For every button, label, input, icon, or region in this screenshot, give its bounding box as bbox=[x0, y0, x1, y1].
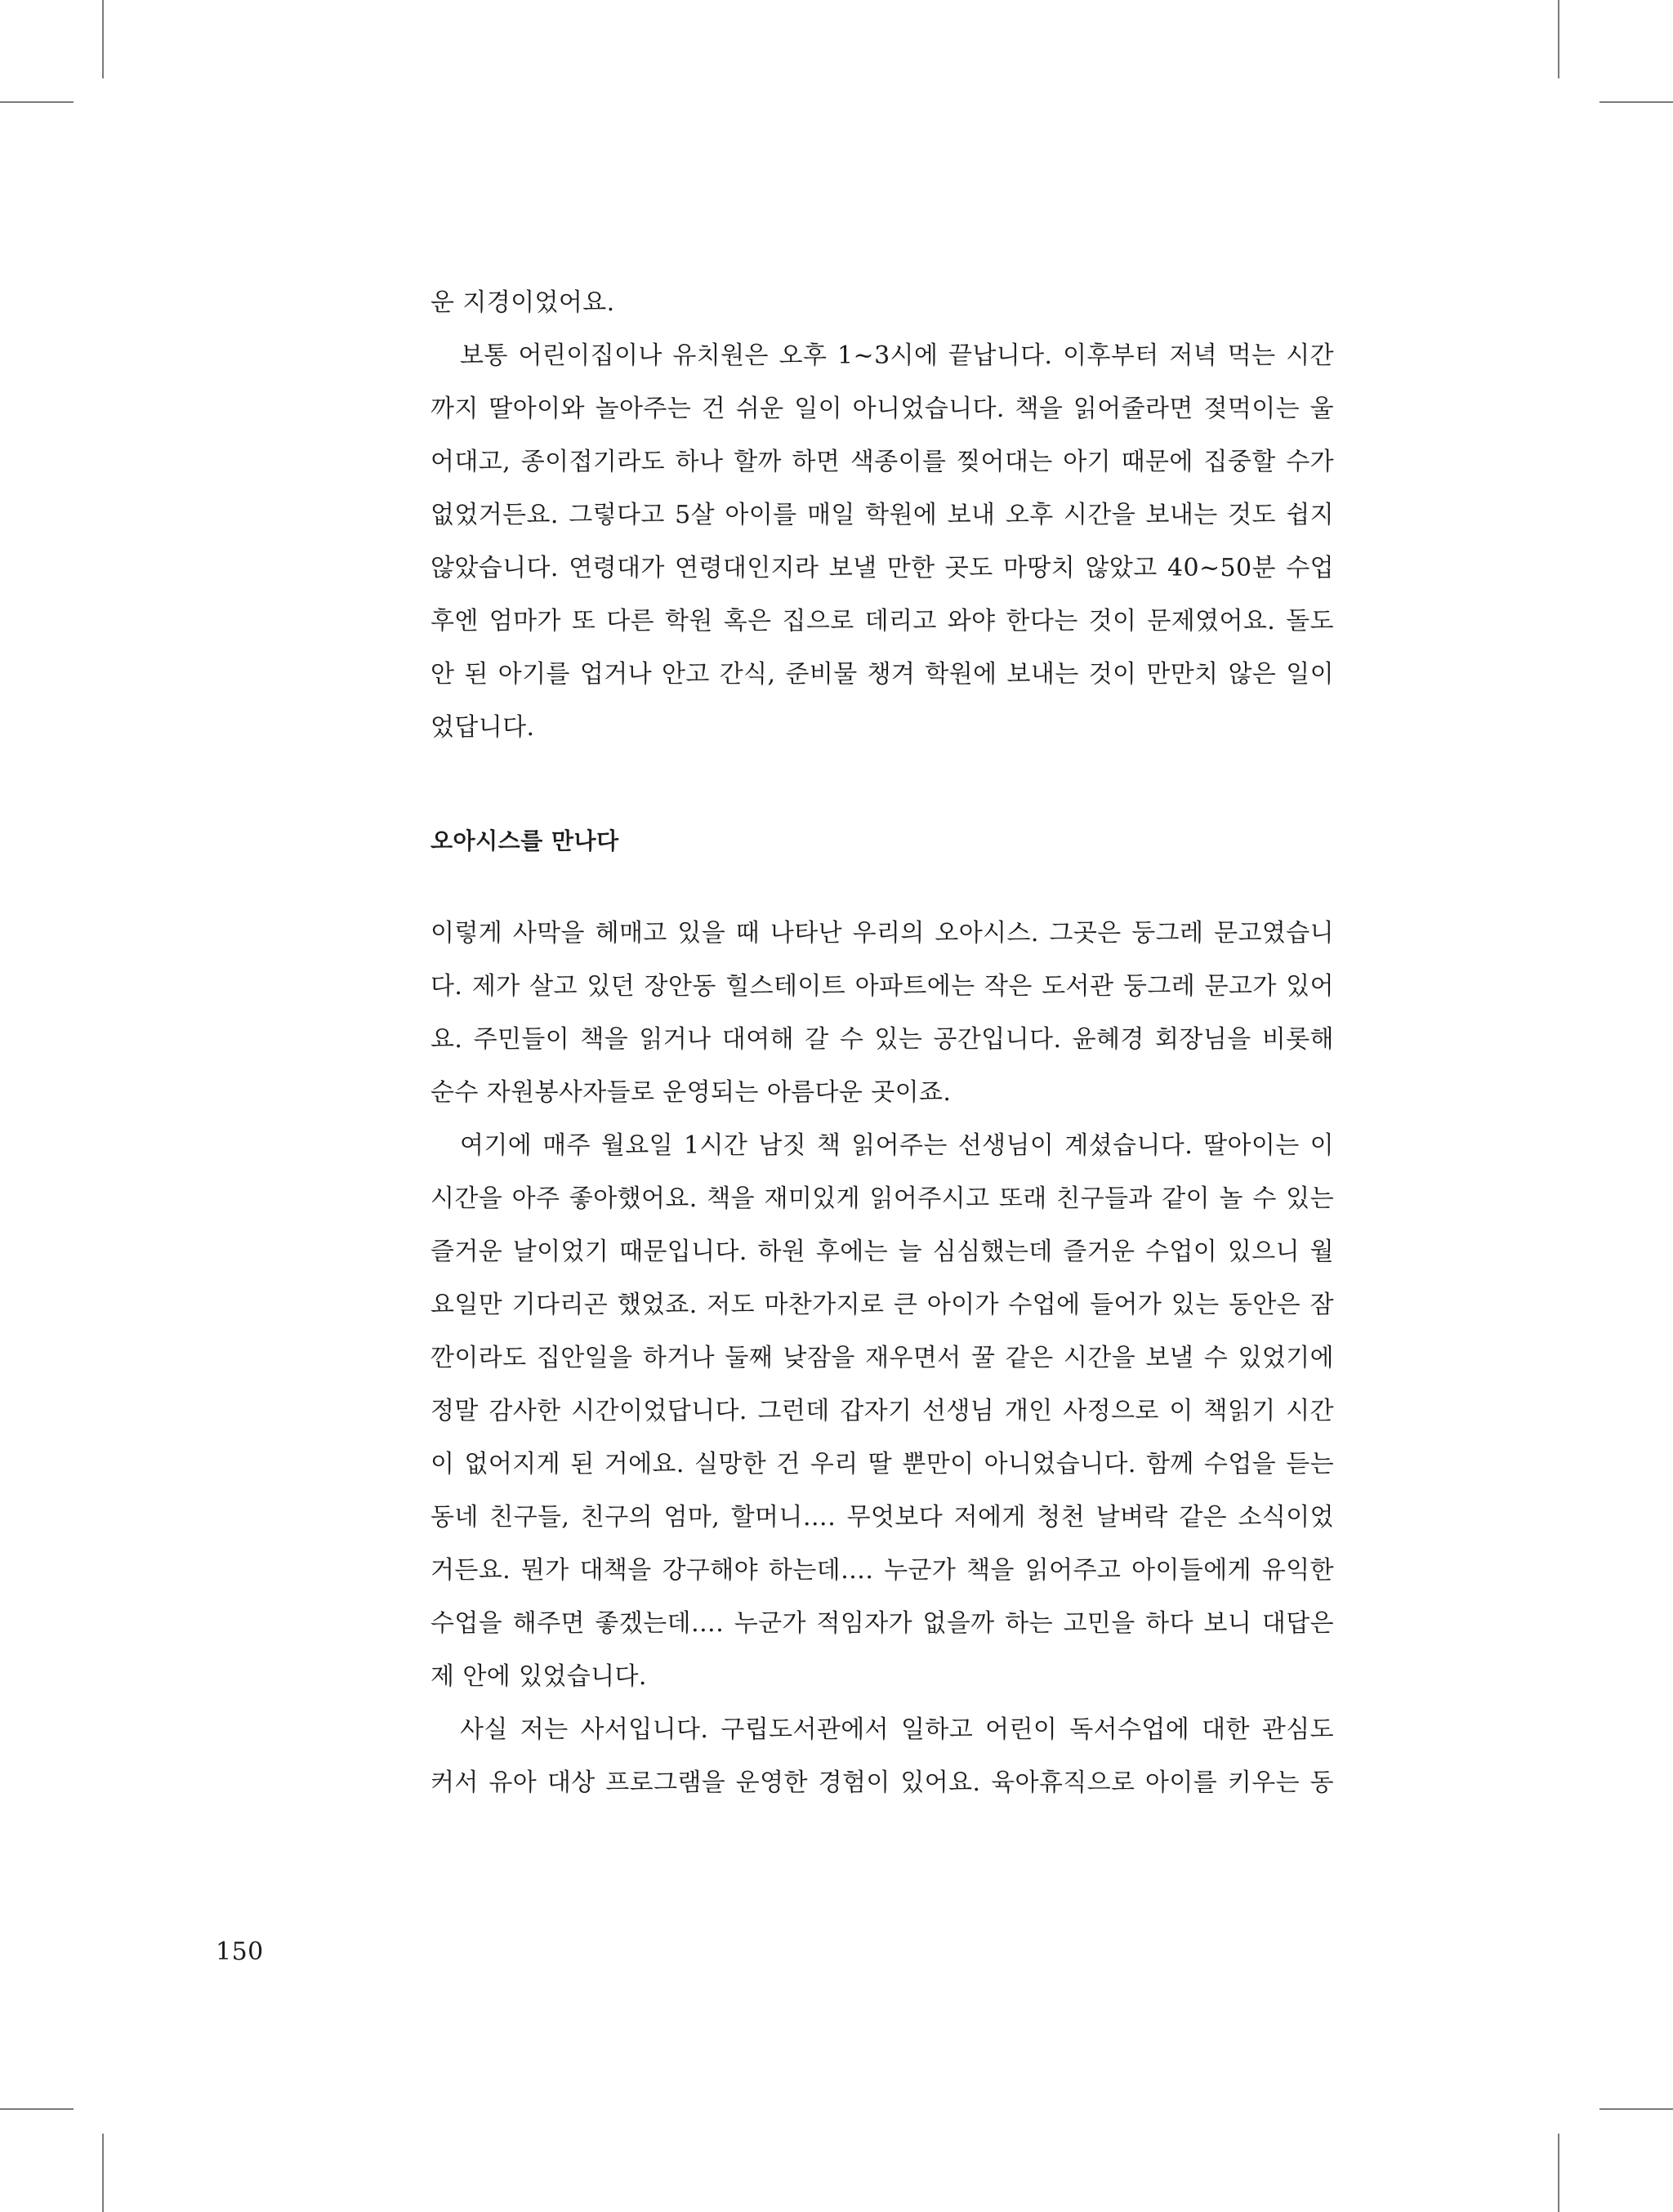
text-line: 수업을 해주면 좋겠는데…. 누군가 적임자가 없을까 하는 고민을 하다 보니 대답은 bbox=[431, 1609, 1334, 1638]
text-line: 제 안에 있었습니다. bbox=[431, 1662, 647, 1691]
crop-mark-bottom-right-vertical bbox=[1558, 2134, 1559, 2212]
text-line: 않았습니다. 연령대가 연령대인지라 보낼 만한 곳도 마땅치 않았고 40~50분 수업 bbox=[431, 554, 1334, 582]
crop-mark-bottom-left-vertical bbox=[102, 2134, 104, 2212]
text-line: 보통 어린이집이나 유치원은 오후 1~3시에 끝납니다. 이후부터 저녁 먹는 시간 bbox=[460, 341, 1334, 370]
text-line: 어대고, 종이접기라도 하나 할까 하면 색종이를 찢어대는 아기 때문에 집중할 수가 bbox=[431, 448, 1334, 476]
crop-mark-bottom-right-horizontal bbox=[1599, 2108, 1673, 2110]
section-heading: 오아시스를 만나다 bbox=[431, 827, 619, 854]
text-line: 순수 자원봉사자들로 운영되는 아름다운 곳이죠. bbox=[431, 1078, 952, 1107]
crop-mark-top-left-vertical bbox=[102, 0, 104, 78]
text-line: 요. 주민들이 책을 읽거나 대여해 갈 수 있는 공간입니다. 윤혜경 회장님을 비롯해 bbox=[431, 1025, 1334, 1054]
body-text-block bbox=[431, 907, 1334, 1809]
text-line: 후엔 엄마가 또 다른 학원 혹은 집으로 데리고 와야 한다는 것이 문제였어요. 돌도 bbox=[431, 607, 1334, 636]
text-line: 요일만 기다리곤 했었죠. 저도 마찬가지로 큰 아이가 수업에 들어가 있는 동안은 잠 bbox=[431, 1291, 1334, 1319]
text-line: 까지 딸아이와 놀아주는 건 쉬운 일이 아니었습니다. 책을 읽어줄라면 젖먹이는 울 bbox=[431, 395, 1334, 423]
text-line: 다. 제가 살고 있던 장안동 힐스테이트 아파트에는 작은 도서관 둥그레 문고가 있어 bbox=[431, 972, 1334, 1001]
text-line: 안 된 아기를 업거나 안고 간식, 준비물 챙겨 학원에 보내는 것이 만만치 않은 일이 bbox=[431, 660, 1334, 689]
text-line: 이렇게 사막을 헤매고 있을 때 나타난 우리의 오아시스. 그곳은 둥그레 문고였습니 bbox=[431, 919, 1334, 948]
text-line: 었답니다. bbox=[431, 713, 535, 742]
crop-mark-top-right-horizontal bbox=[1599, 101, 1673, 103]
text-line: 즐거운 날이었기 때문입니다. 하원 후에는 늘 심심했는데 즐거운 수업이 있으니 월 bbox=[431, 1238, 1334, 1266]
text-line: 운 지경이었어요. bbox=[431, 288, 615, 317]
crop-mark-top-left-horizontal bbox=[0, 101, 74, 103]
page-number: 150 bbox=[216, 1938, 264, 1966]
crop-mark-bottom-left-horizontal bbox=[0, 2108, 74, 2110]
crop-mark-top-right-vertical bbox=[1558, 0, 1559, 78]
text-line: 시간을 아주 좋아했어요. 책을 재미있게 읽어주시고 또래 친구들과 같이 놀 수 있는 bbox=[431, 1184, 1334, 1213]
text-line: 이 없어지게 된 거에요. 실망한 건 우리 딸 뿐만이 아니었습니다. 함께 수업을 듣는 bbox=[431, 1450, 1334, 1478]
text-line: 정말 감사한 시간이었답니다. 그런데 갑자기 선생님 개인 사정으로 이 책읽기 시간 bbox=[431, 1397, 1334, 1425]
text-line: 깐이라도 집안일을 하거나 둘째 낮잠을 재우면서 꿀 같은 시간을 보낼 수 있었기에 bbox=[431, 1344, 1334, 1372]
text-line: 커서 유아 대상 프로그램을 운영한 경험이 있어요. 육아휴직으로 아이를 키우는 동 bbox=[431, 1768, 1334, 1797]
text-line: 사실 저는 사서입니다. 구립도서관에서 일하고 어린이 독서수업에 대한 관심도 bbox=[460, 1715, 1334, 1744]
text-line: 여기에 매주 월요일 1시간 남짓 책 읽어주는 선생님이 계셨습니다. 딸아이는 이 bbox=[460, 1131, 1334, 1160]
text-line: 거든요. 뭔가 대책을 강구해야 하는데…. 누군가 책을 읽어주고 아이들에게 유익한 bbox=[431, 1556, 1334, 1585]
text-line: 동네 친구들, 친구의 엄마, 할머니…. 무엇보다 저에게 청천 날벼락 같은 소식이었 bbox=[431, 1503, 1334, 1532]
text-line: 없었거든요. 그렇다고 5살 아이를 매일 학원에 보내 오후 시간을 보내는 것도 쉽지 bbox=[431, 501, 1334, 529]
intro-text-block bbox=[431, 276, 1334, 754]
